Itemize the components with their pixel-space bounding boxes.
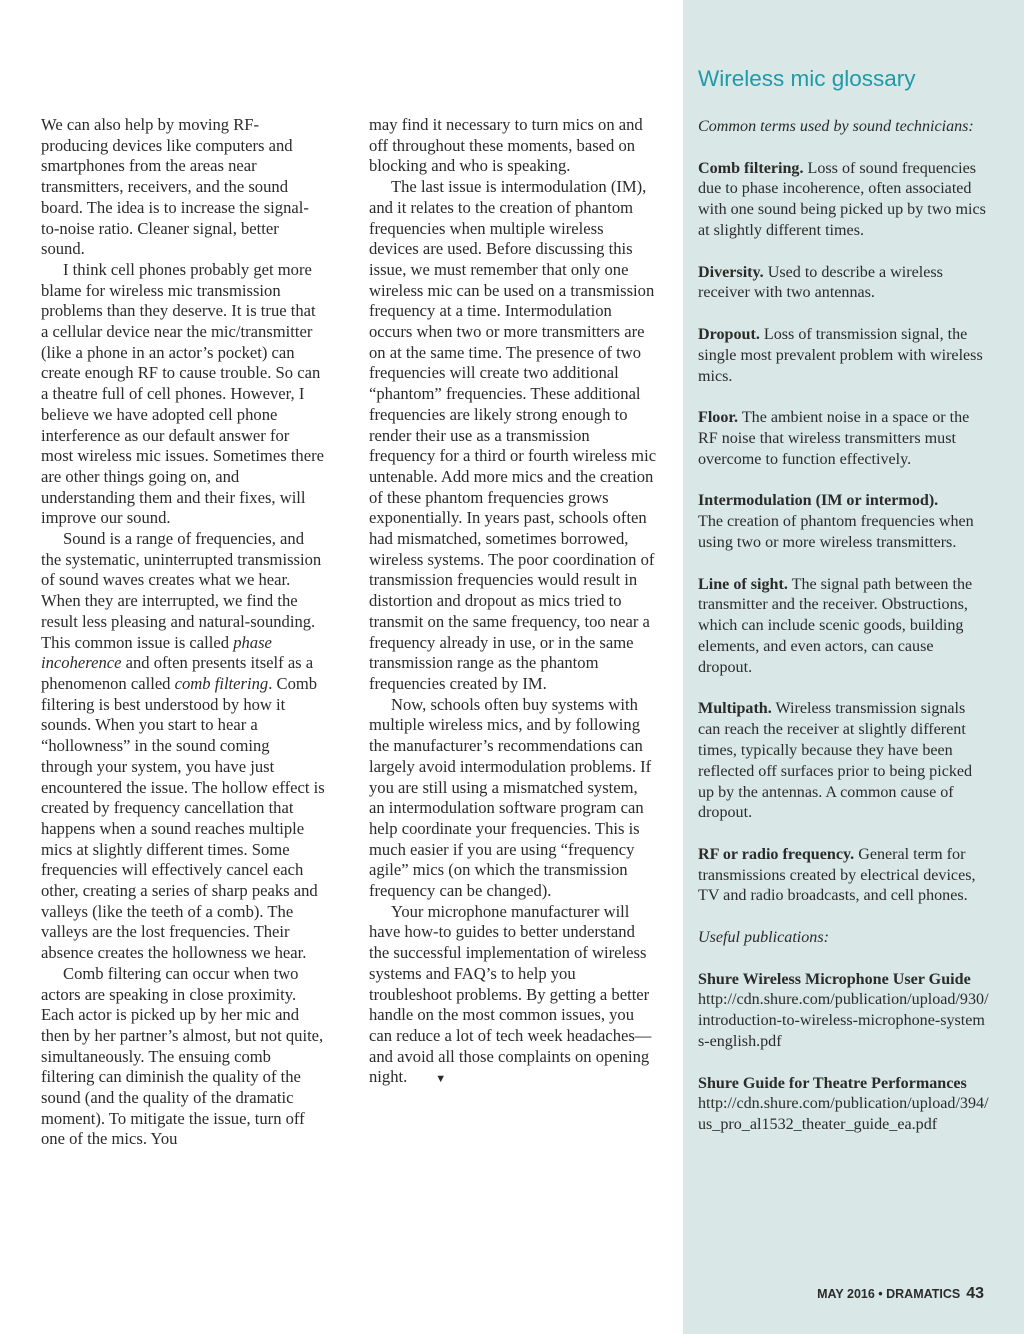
article-paragraph: I think cell phones probably get more blame for wireless mic transmission problems than they deserve. It is true that a cellular device near the mic/transmitter (like a phone in an actor’s pocket) can create enough RF to cause trouble. So can a theatre full of cell phones. However, I believe we have adopted cell phone interference as our default answer for most wireless mic issues. Sometimes there are other things going on, and understanding them and their fixes, will improve our sound. (41, 259, 324, 528)
publication-title: Shure Wireless Microphone User Guide (698, 970, 971, 988)
paragraph-text: Your microphone manufacturer will have how-to guides to better understand the successful implementation of wireless systems and FAQ’s to help you troubleshoot problems. By getting a better handle on the most common issues, you can reduce a lot of tech week headaches—and avoid all those complaints on opening night. (369, 901, 652, 1087)
paragraph-text: Sound is a range of frequencies, and the systematic, uninterrupted transmission of sound waves creates what we hear. When they are interrupted, we find the result less pleasing and natural-sounding. This common issue is called (41, 529, 322, 652)
glossary-term: Intermodulation (IM or intermod). (698, 492, 939, 510)
glossary-definition: Used to describe a wireless receiver with two antennas. (698, 263, 943, 302)
paragraph-text: and often presents itself as a phenomenon called (41, 653, 314, 693)
page-footer (817, 1285, 984, 1303)
glossary-entry (698, 575, 990, 679)
glossary-term: Diversity. (698, 263, 764, 281)
paragraph-text: . Comb filtering is best understood by how it sounds. When you start to hear a “hollowness” in the sound coming through your system, you have just encountered the issue. The hollow effect is created by frequency cancellation that happens when a sound reaches multiple mics at slightly different times. Some frequencies will effectively cancel each other, creating a series of sharp peaks and valleys (like the teeth of a comb). The valleys are the lost frequencies. Their absence creates the hollowness we hear. (41, 673, 325, 963)
glossary-entry (698, 699, 990, 824)
glossary-entry (698, 845, 990, 907)
article-paragraph: The last issue is intermodulation (IM), and it relates to the creation of phantom frequencies when multiple wireless devices are used. Before discussing this issue, we must remember that only one wireless mic can be used on a transmission frequency at a time. Intermodulation occurs when two or more transmitters are on at the same time. The presence of two frequencies will create two additional “phantom” frequencies. These additional frequencies are likely strong enough to render their use as a transmission frequency for a third or fourth wireless mic untenable. Add more mics and the creation of these phantom frequencies grows exponentially. In years past, schools often had mismatched, sometimes borrowed, wireless systems. The poor coordination of transmission frequencies would result in distortion and dropout as mics tried to transmit on the same frequency, too near a frequency already in use, or in the same transmission range as the phantom frequencies created by IM. (369, 177, 657, 693)
glossary-term: Floor. (698, 409, 739, 427)
article-paragraph (41, 529, 325, 964)
glossary-entry (698, 491, 990, 553)
glossary-list (698, 117, 990, 1136)
glossary-definition: The ambient noise in a space or the RF noise that wireless transmitters must overcome to function effectively. (698, 409, 970, 468)
italic-term: comb filtering (174, 673, 269, 693)
glossary-entry (698, 408, 990, 470)
glossary-entry (698, 159, 990, 242)
page-number: 43 (966, 1285, 984, 1302)
article-paragraph (369, 902, 657, 1090)
end-of-article-icon: ▼ (435, 1073, 447, 1086)
article-paragraph: Comb filtering can occur when two actors are speaking in close proximity. Each actor is picked up by her mic and then by her partner’s almost, but not quite, simultaneously. The ensuing comb filtering can diminish the quality of the sound (and the quality of the dramatic moment). To mitigate the issue, turn off one of the mics. You (41, 963, 324, 1149)
glossary-entry (698, 263, 990, 305)
glossary-definition: The creation of phantom frequencies when using two or more wireless transmitters. (698, 513, 974, 551)
glossary-term: Comb filtering. (698, 159, 804, 177)
glossary-term: Line of sight. (698, 575, 788, 593)
publication-link[interactable]: http://cdn.shure.com/publication/upload/930/introduction-to-wireless-microphone-systems-english.pdf (698, 991, 989, 1051)
glossary-term: Multipath. (698, 700, 772, 718)
article-paragraph-continued: may find it necessary to turn mics on and off throughout these moments, based on blocking and who is speaking. (369, 115, 643, 176)
article-paragraph: We can also help by moving RF-producing devices like computers and smartphones from the areas near transmitters, receivers, and the sound board. The idea is to increase the signal-to-noise ratio. Cleaner signal, better sound. (41, 115, 309, 259)
sidebar-title: Wireless mic glossary (698, 66, 916, 91)
glossary-definition: Wireless transmission signals can reach the receiver at slightly different times, typically because they have been reflected off surfaces prior to being picked up by the antennas. A common cause of dropout. (698, 700, 973, 822)
publications-heading: Useful publications: (698, 929, 829, 947)
glossary-term: Dropout. (698, 325, 760, 343)
article-column-1 (41, 115, 325, 1150)
publication-title: Shure Guide for Theatre Performances (698, 1074, 967, 1092)
glossary-term: RF or radio frequency. (698, 845, 855, 863)
article-paragraph: Now, schools often buy systems with multiple wireless mics, and by following the manufacturer’s recommendations can largely avoid intermodulation problems. If you are still using a mismatched system, an intermodulation software program can help coordinate your frequencies. This is much easier if you are using “frequency agile” mics (on which the transmission frequency can be changed). (369, 694, 652, 901)
italic-term: phase incoherence (41, 632, 272, 673)
glossary-entry (698, 325, 990, 387)
glossary-definition: Loss of transmission signal, the single most prevalent problem with wireless mics. (698, 325, 983, 385)
glossary-definition: The signal path between the transmitter and the receiver. Obstructions, which can include scenic goods, building elements, and even actors, can cause dropout. (698, 575, 973, 676)
issue-label: MAY 2016 • DRAMATICS (817, 1287, 961, 1301)
glossary-definition: General term for transmissions created by electrical devices, TV and radio broadcasts, and cell phones. (698, 845, 976, 905)
publication-link[interactable]: http://cdn.shure.com/publication/upload/394/us_pro_al1532_theater_guide_ea.pdf (698, 1095, 989, 1134)
glossary-definition: Loss of sound frequencies due to phase incoherence, often associated with one sound being picked up by two mics at slightly different times. (698, 159, 986, 239)
glossary-intro: Common terms used by sound technicians: (698, 118, 974, 135)
article-column-2 (369, 115, 657, 1090)
